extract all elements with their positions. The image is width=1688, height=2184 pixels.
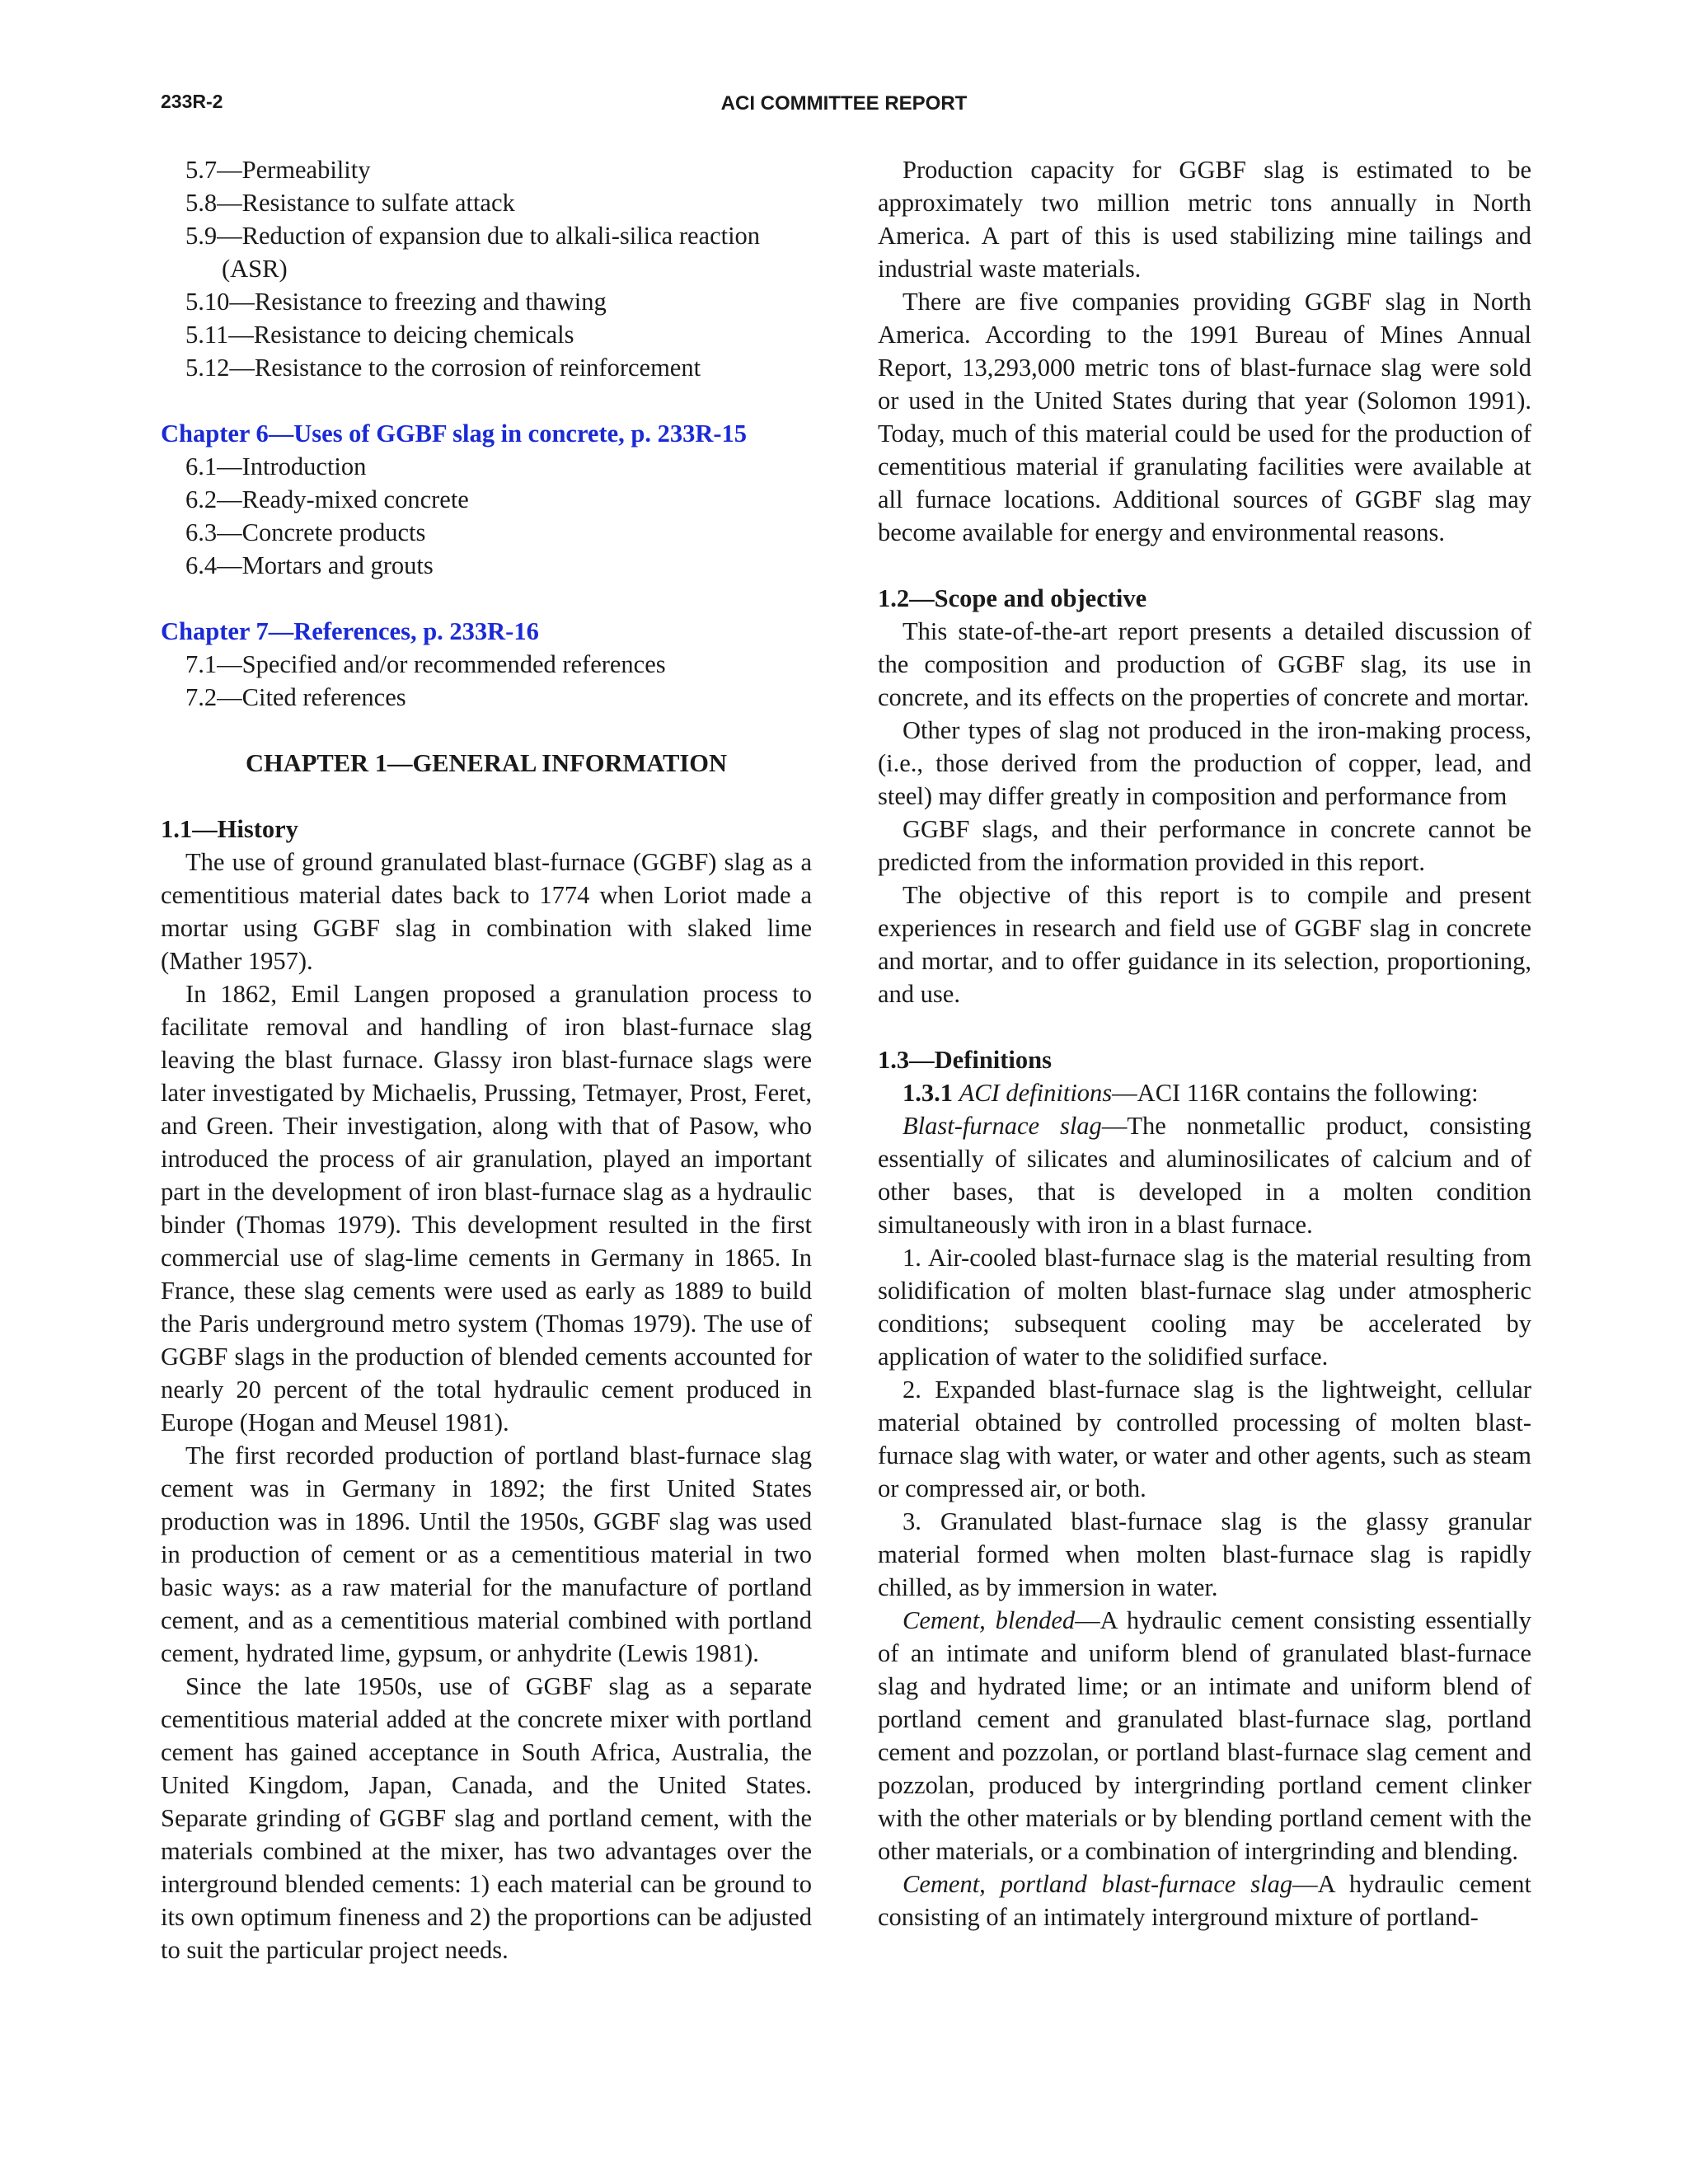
subsection-title: ACI definitions [959, 1079, 1113, 1107]
definition-paragraph [878, 1868, 1531, 1933]
toc-item: 5.7—Permeability [185, 156, 371, 184]
page-code: 233R-2 [161, 91, 223, 112]
definition-paragraph [878, 1604, 1531, 1868]
definition-text: —A hydraulic cement consisting essentially of an intimate and uniform blend of granulated blast-furnace slag and hydrated lime; or an intimate and uniform blend of portland cement and granulated blast-furnace slag, portland cement and pozzolan, or portland blast-furnace slag cement and pozzolan, produced by intergrinding portland cement clinker with the other materials or by blending portland cement with the other materials, or a combination of intergrinding and blending. [878, 1606, 1531, 1865]
toc-item: 7.2—Cited references [185, 683, 406, 711]
paragraph: Since the late 1950s, use of GGBF slag as a separate cementitious material added at the concrete mixer with portland cement has gained acceptance in South Africa, Australia, the United Kingdom, Japan, Canada, and the United States. Separate grinding of GGBF slag and portland cement, with the materials combined at the mixer, has two advantages over the interground blended cements: 1) each material can be ground to its own optimum fineness and 2) the proportions can be adjusted to suit the particular project needs. [161, 1672, 812, 1964]
toc-item: 5.12—Resistance to the corrosion of reinforcement [185, 354, 701, 382]
paragraph: The first recorded production of portland blast-furnace slag cement was in Germany in 1892; the first United States production was in 1896. Until the 1950s, GGBF slag was used in production of cement or as a cementitious material in two basic ways: as a raw material for the manufacture of portland cement, and as a cementitious material combined with portland cement, hydrated lime, gypsum, or anhydrite (Lewis 1981). [161, 1441, 812, 1667]
right-column [878, 153, 1531, 1933]
definition-term: Blast-furnace slag [903, 1112, 1102, 1140]
section-heading-definitions: 1.3—Definitions [878, 1046, 1052, 1074]
toc-item: 7.1—Specified and/or recommended references [185, 650, 666, 678]
paragraph: This state-of-the-art report presents a detailed discussion of the composition and production of GGBF slag, its use in concrete, and its effects on the properties of concrete and mortar. [878, 617, 1531, 711]
paragraph: GGBF slags, and their performance in concrete cannot be predicted from the information provided in this report. [878, 815, 1531, 876]
paragraph: The objective of this report is to compile and present experiences in research and field use of GGBF slag in concrete and mortar, and to offer guidance in its selection, proportioning, and use. [878, 881, 1531, 1008]
running-title: ACI COMMITTEE REPORT [720, 92, 968, 115]
toc-item: 5.10—Resistance to freezing and thawing [185, 288, 607, 316]
paragraph: In 1862, Emil Langen proposed a granulation process to facilitate removal and handling of iron blast-furnace slag leaving the blast furnace. Glassy iron blast-furnace slags were later investigated by Michaelis, Prussing, Tetmayer, Prost, Feret, and Green. Their investigation, along with that of Pasow, who introduced the process of air granulation, played an important part in the development of iron blast-furnace slag as a hydraulic binder (Thomas 1979). This development resulted in the first commercial use of slag-lime cements in Germany in 1865. In France, these slag cements were used as early as 1889 to build the Paris underground metro system (Thomas 1979). The use of GGBF slags in the production of blended cements accounted for nearly 20 percent of the total hydraulic cement produced in Europe (Hogan and Meusel 1981). [161, 980, 812, 1436]
paragraph: The use of ground granulated blast-furnace (GGBF) slag as a cementitious material dates back to 1774 when Loriot made a mortar using GGBF slag in combination with slaked lime (Mather 1957). [161, 848, 812, 975]
definition-text: —A hydraulic cement consisting of an intimately interground mixture of portland- [878, 1870, 1531, 1931]
definition-term: Cement, portland blast-furnace slag [903, 1870, 1293, 1898]
subsection-number: 1.3.1 [903, 1079, 953, 1107]
left-column [161, 153, 812, 1966]
chapter-1-title: CHAPTER 1—GENERAL INFORMATION [245, 749, 728, 777]
toc-item: 6.3—Concrete products [185, 518, 426, 546]
subsection-text: —ACI 116R contains the following: [1112, 1079, 1479, 1107]
definition-term: Cement, blended [903, 1606, 1076, 1634]
definition-paragraph [878, 1109, 1531, 1241]
paragraph: There are five companies providing GGBF slag in North America. According to the 1991 Bureau of Mines Annual Report, 13,293,000 metric tons of blast-furnace slag were sold or used in the United States during that year (Solomon 1991). Today, much of this material could be used for the production of cementitious material if granulating facilities were available at all furnace locations. Additional sources of GGBF slag may become available for energy and environmental reasons. [878, 288, 1531, 546]
paragraph: 1. Air-cooled blast-furnace slag is the material resulting from solidification of molten blast-furnace slag under atmospheric conditions; subsequent cooling may be accelerated by application of water to the solidified surface. [878, 1244, 1531, 1371]
section-heading-scope: 1.2—Scope and objective [878, 584, 1147, 612]
toc-chapter-7-link[interactable]: Chapter 7—References, p. 233R-16 [161, 617, 539, 645]
definition-text: —The nonmetallic product, consisting essentially of silicates and aluminosilicates of calcium and of other bases, that is developed in a molten condition simultaneously with iron in a blast furnace. [878, 1112, 1532, 1239]
paragraph: 3. Granulated blast-furnace slag is the glassy granular material formed when molten blast-furnace slag is rapidly chilled, as by immersion in water. [878, 1507, 1531, 1601]
toc-chapter-6-link[interactable]: Chapter 6—Uses of GGBF slag in concrete, p. 233R-15 [161, 419, 748, 448]
toc-item: 5.8—Resistance to sulfate attack [185, 189, 515, 217]
toc-item: 6.2—Ready-mixed concrete [185, 485, 469, 513]
paragraph: 2. Expanded blast-furnace slag is the lightweight, cellular material obtained by controlled processing of molten blast-furnace slag with water, or water and other agents, such as steam or compressed air, or both. [878, 1376, 1531, 1502]
paragraph: Other types of slag not produced in the iron-making process, (i.e., those derived from the production of copper, lead, and steel) may differ greatly in composition and performance from [878, 716, 1531, 810]
definition-paragraph [878, 1076, 1531, 1109]
toc-item: 6.4—Mortars and grouts [185, 551, 434, 579]
section-heading-history: 1.1—History [161, 815, 298, 843]
toc-item: 6.1—Introduction [185, 452, 367, 480]
toc-item: 5.9—Reduction of expansion due to alkali-silica reaction (ASR) [185, 222, 761, 283]
toc-item: 5.11—Resistance to deicing chemicals [185, 321, 574, 349]
paragraph: Production capacity for GGBF slag is estimated to be approximately two million metric tons annually in North America. A part of this is used stabilizing mine tailings and industrial waste materials. [878, 156, 1531, 283]
